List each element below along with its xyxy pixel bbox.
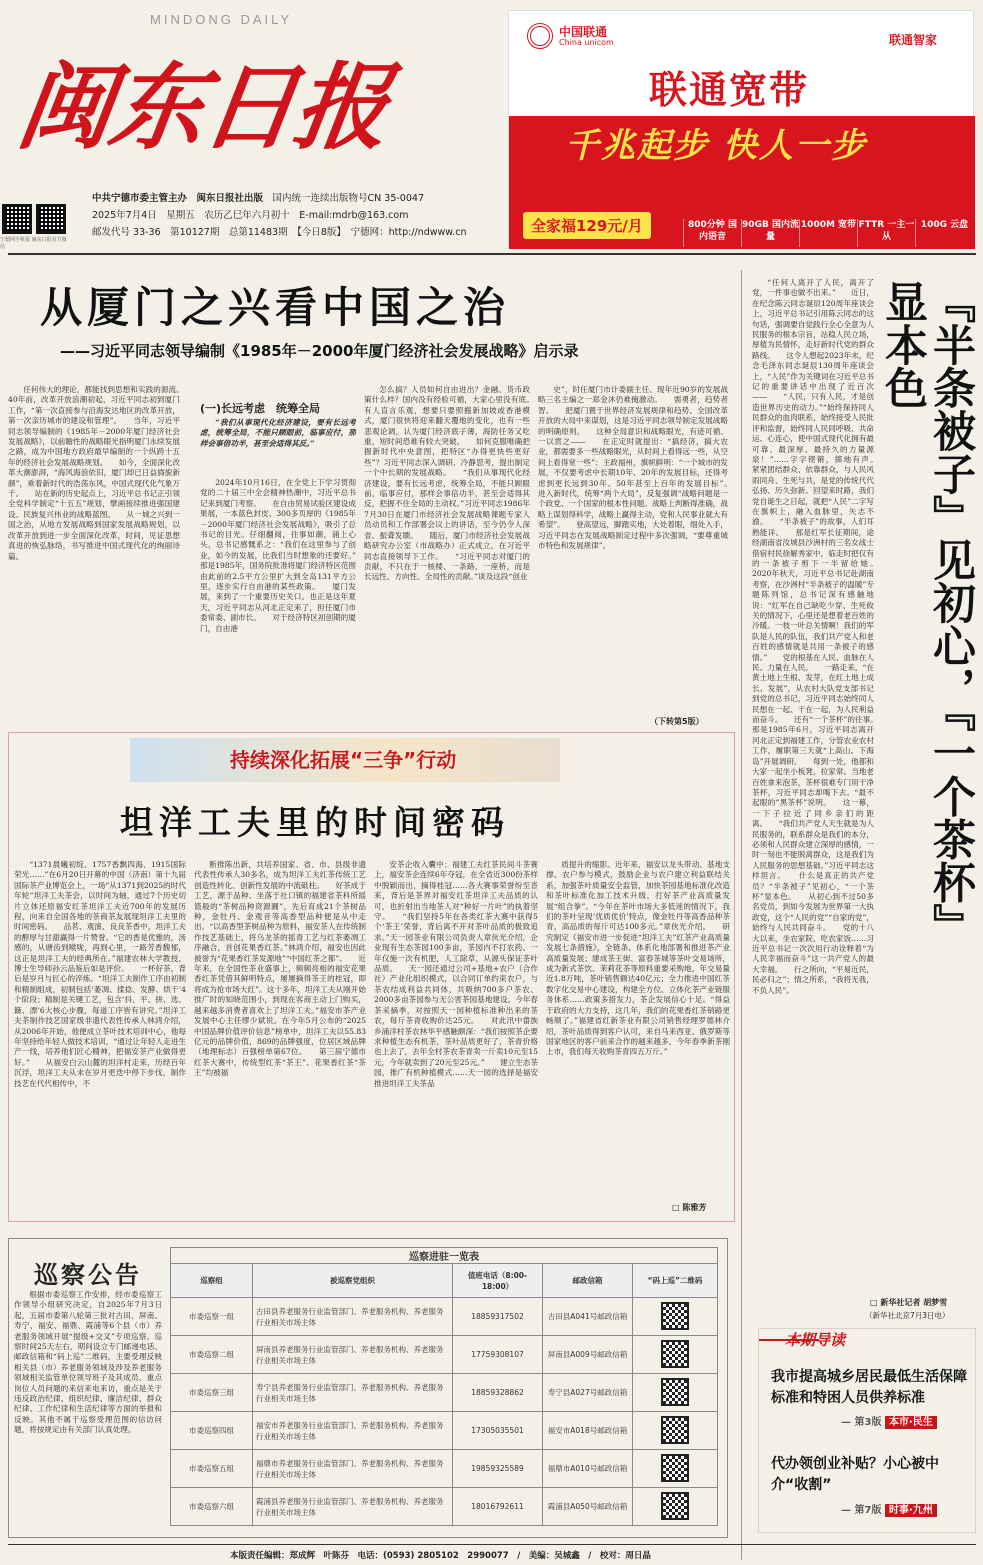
qr-code-icon[interactable]: [661, 1302, 689, 1330]
table-header: 被巡察党组织: [253, 1264, 453, 1298]
masthead-sponsor: 中共宁德市委主管主办 闽东日报社出版 国内统一连续出版物号CN 35-0047: [92, 193, 424, 204]
qr-code-icon: [36, 204, 66, 234]
guide-link-2[interactable]: 代办领创业补贴？小心被中介“收割”: [771, 1456, 939, 1493]
feature-column: 安茶企收入囊中；福建工夫红茶民间斗茶赛上，福安茶企连续6年夺冠，在全省近300份茶样中脱颖而出，摘得桂冠……各大赛事荣誉纷至沓来，背后是茶界对福安红茶坦洋工夫品质的认可，也折射出当地茶人对“种好一片叶”的执着坚守。 “我们坚持5年在各类红茶大赛中获得5个‘茶王’荣誉，背后离不开对茶叶品质的极致追求。”天一园茶业有限公司负责人章伙光介绍，企业现有生态茶园100多亩，茶园内不打农药、一年仅施一次有机肥，人工除草，从源头保证茶叶品质。 天一园还通过公司+基地+农户（合作社）产业化组织模式，以合同订单约束农户，与茶农结成利益共同体，共吸纳700多户茶农、2000多亩茶园参与无公害茶园基地建设。今年春茶采摘季，对按照天一园种植标准种出来的茶农，每斤茶青收购价达25元。 对此汛中畲族乡涌洋村茶农林华平感触颇深：“我们按照茶企要求种植生态有机茶，茶叶品质更好了，茶青价格也上去了，去年全村茶农茶青卖一斤卖10元至15元，今年就卖到了20元至25元。” 建立生态茶园，推广有机种植模式……天一园的选择是福安推进坦洋工夫茶品: [374, 860, 538, 1088]
qr-labels: 宁德网手机报 闽东日报官方微信: [0, 237, 67, 250]
ad-feature: 90GB 国内流量: [741, 219, 799, 247]
table-row: 市委巡察六组 霞浦县养老服务行业监管部门、养老服务机构、养老服务行业相关市场主体 18016792611 霞浦县A050号邮政信箱: [171, 1488, 718, 1526]
unicom-advertisement: [508, 10, 974, 248]
ad-feature: 100G 云盘: [915, 219, 973, 247]
qr-code-icon[interactable]: [661, 1492, 689, 1520]
qr-code-icon[interactable]: [661, 1340, 689, 1368]
masthead-date: 2025年7月4日 星期五 农历乙巳年六月初十 E-mail:mdrb@163.com: [92, 210, 409, 221]
ad-feature: 800分钟 国内语音: [683, 219, 741, 247]
feature-column: 断推陈出新，共培养国家、省、市、县级非遗代表性传承人30多名，成为坦洋工夫红茶传统工艺创造性转化、创新性发展的中流砥柱。 好茶成于工艺，源于品种。坐落于社口镇的福建省茶科所摇篮般的“茶树品种资源圃”，先后育成21个茶树品种，金牡丹、金观音等高香型品种便是从中走出。“以高香型茶树品种为原料，福安茶人在传统制作技艺基础上，将乌龙茶的摇青工艺与红茶萎凋工序融合，首创花果香红茶。”林鸿介绍，福安也因此被誉为“花果香红茶发源地”“中国红茶之都”。 近年来，在全国性茶业盛事上，频频亮相的福安花果香红茶凭借其鲜明特点，屡屡摘得茶王的桂冠，即将成为抢市场大红”。这十多年，坦洋工夫从刚开始推广时的知晓范围小，到现在客商主动上门购买，越来越多消费者喜欢上了坦洋工夫。”福安市茶产业发展中心主任缪少斌说。在今年5月公布的“2025中国品牌价值评价信息”榜单中，坦洋工夫以55.83亿元的品牌价值，869的品牌强度，位居区域品牌（地理标志）百强榜单第67位。 第三届宁德市红茶大赛中，传统型红茶“茶王”、花果香红茶“茶王”均被福: [194, 860, 366, 1078]
guide-box: [758, 1328, 976, 1533]
masthead-rule: [8, 253, 976, 255]
qr-code-icon[interactable]: [661, 1454, 689, 1482]
masthead-title: 闽东日报: [11, 53, 395, 163]
table-row: 市委巡察三组 寿宁县养老服务行业监管部门、养老服务机构、养老服务行业相关市场主体 18859328862 寿宁县A027号邮政信箱: [171, 1374, 718, 1412]
table-header: “码上巡”二维码: [633, 1264, 718, 1298]
footer-rule: [8, 1544, 976, 1545]
guide-page-2: — 第7版 时事·九州: [841, 1501, 937, 1516]
ad-headline: 联通宽带: [649, 68, 810, 112]
side-article-title: 『半条被子』见初心，『一个茶杯』显本色: [878, 280, 976, 925]
ad-feature: 1000M 宽带: [799, 219, 857, 247]
lead-subtitle: ——习近平同志领导编制《1985年－2000年厦门经济社会发展战略》启示录: [60, 342, 579, 360]
ad-package: 全家福129元/月: [523, 212, 651, 239]
side-article-body: “任何人离开了人民，离开了党，一件事也做不出来。” 近日，在纪念陈云同志诞辰120周年座谈会上，习近平总书记引用陈云同志的这句话，强调要自觉践行全心全意为人民服务的根本宗旨，站稳人民立场，厚植为民情怀，走好新时代党的群众路线。 这令人想起2023年末，纪念毛泽东同志诞辰130周年座谈会上，“人民”作为关键词在习近平总书记的重要讲话中出现了近百次—— “人民，只有人民，才是创造世界历史的动力。”“始终保持同人民群众的血肉联系，始终接受人民批评和监督，始终同人民同呼吸、共命运、心连心，使中国式现代化拥有最可靠、最深厚、最持久的力量源泉！”……字字铿锵，掷地有声。 紧紧团结群众、依靠群众，与人民风雨同舟、生死与共，是党的传统代代弘扬、历久弥新。回望来时路，我们党自诞生之日起，就把“人民”二字写在旗帜上，融入血脉里，矢志不渝。 “半条被子”的故事，人们耳熟能详。 那是红军长征期间，途经湖南省汝城县沙洲村的三名女战士借宿村民徐解秀家中，临走时把仅有的一条被子剪下一半留给她。 2020年秋天，习近平总书记赴湖南考察，在沙洲村“半条被子的温暖”专题陈列馆，总书记深有感触地说：“红军在自己缺吃少穿、生死攸关的情况下，心里还是想着老百姓的冷暖。一枝一叶总关情啊！我们的军队是人民的队伍，我们共产党人和老百姓的感情就是共用一条被子的感情。” 党的根基在人民、血脉在人民、力量在人民。 一路走来，“在黄土地上生根、发芽，在红土地上成长、发展”，从农村大队党支部书记到党的总书记，习近平同志始终同人民想在一起、干在一起，为人民利益而奋斗。 还有“一个茶杯”的往事。 那是1985年6月，习近平同志离开河北正定到福建工作，分管农业农村工作，履职第三天就“上高山、下海岛”开展调研。 每到一处，他都和大家一起坐小板凳，拉家常。当地老百姓拿来泡茶，茶杯很难专门用干净茶杯，习近平同志却喝下去。“最不起眼的”黑茶杯”说明。 这一幕，一下子拉近了同乡亲们的距离。 “我们共产党人天生就是为人民服务的，联系群众是我们的本分，必须和人民群众建立深厚的感情，一时一刻也不能脱离群众，这是我们为人民服务的思想基础。”习近平同志这样坦言。 什么是真正的共产党员？“半条被子”见初心，“一个茶杯”显本色。 从初心到不过50多名党员，到如今发展为世界第一大执政党，这个“人民的党”“自家的党”，始终与人民共同奋斗。 党的十八大以来，坐农家院、吃农家饭……习近平总书记一次次用行动诠释着“为人民幸福而奋斗”这一共产党人的最大幸福。 行之所向，“平易近民，民必归之”；情之所系，“我将无我，不负人民”。: [752, 278, 874, 995]
qr-code-icon[interactable]: [661, 1378, 689, 1406]
qr-code-icon: [2, 204, 32, 234]
side-source: （新华社北京7月3日电）: [865, 1311, 950, 1320]
ad-slogan: 千兆起步 快人一步: [565, 126, 867, 166]
lead-column: 怎么搞？人员如何自由进出？金融、货币政策什么样？国内没有经验可循，大家心里没有底。 有人直言乐观，想要只要照搬新加坡或香港模式，厦门很快将迎来翻天覆地的变化，也有一些悲观论调，认为厦门经济底子薄，海防任务又吃重，短时间恐难有较大突破。 如何克服唯确把握新时代中央意图，把特区“办得更快些更好些”？习近平同志深入调研、冷静思考，提出制定一个中长期的发展战略。 “我们从事现代化经济建设，要有长远考虑，统筹全局，不能只顾眼前，临事应付，那样会事倍功半，甚至会适得其反，把握不住全局的主动权。”习近平同志1986年7月30日在厦门市经济社会发展战略课题专家人员动员和工作部署会议上的讲话，至今仍令人深省、振聋发聩。 随后，厦门市经济社会发展战略研究办公室（市战略办）正式成立，在习近平同志直接领导下工作。 “习近平同志对厦门的贡献，不只在于一核楼、一条路、一座桥，而是长远性、方向性、全局性的贡献。”谈及这段“创业: [364, 385, 530, 582]
table-row: 市委巡察二组 屏南县养老服务行业监管部门、养老服务机构、养老服务行业相关市场主体 17759308107 屏南县A009号邮政信箱: [171, 1336, 718, 1374]
ad-brand: 中国联通: [559, 25, 608, 39]
table-row: 市委巡察五组 福鼎市养老服务行业监管部门、养老服务机构、养老服务行业相关市场主体 19859325589 福鼎市A010号邮政信箱: [171, 1450, 718, 1488]
table-header: 邮政信箱: [543, 1264, 633, 1298]
notice-title: 巡察公告: [34, 1261, 142, 1289]
ad-brand-en: China unicom: [559, 38, 614, 47]
table-header: 巡察组: [171, 1264, 253, 1298]
feature-column: “1371晨曦初绽、1757香飘四海、1915国际荣光……”在6月20日开幕的中国（济南）第十九届国际茶产业博览会上，一场“从1371到2025的时代年轮”坦洋工夫茶会，以时间为轴，通过7个历史切片立体还原福安红茶坦洋工夫近700年的发展历程，向来自全国各地的茶商茶友展现坦洋工夫里的时间密码。 品茗、观演、良良茶香中，坦洋工夫的醇厚与甘甜赢得一片赞誉。“它的香是优雅的，汤感的，从塘齿到喉咙，再到心里，一路芳香馥郁，这正是坦洋工夫的经典所在。”福建农林大学教授、博士生导师孙云品鉴后如是评价。 一杯好茶，背后是岁月与匠心的淬炼。“坦洋工夫制作工序由初制和精制组成，初制包括‘萎凋、揉捻、发酵、烘干’4个阶段；精制是关键工艺，包含‘抖、平、拼、选、簸、漂’6大核心步骤，每道工序皆有讲究。”坦洋工夫茶制作技艺国家级非遗代表性传承人林鸿介绍，从2006年开始，他便成立茶叶技术培训中心，他每年坚持给年轻人做技术培训，“通过让年轻人走进生产一线，培养他们匠心精神，把福安茶产业做得更好。” 从福安白云山麓的坦洋村走来，历经百年沉浮，坦洋工夫从未在岁月更迭中停下步伐，制作技艺在代代相传中，不: [14, 860, 186, 1088]
feature-byline: □ 陈雅芳: [672, 1203, 707, 1212]
guide-label: 本期导读: [785, 1331, 846, 1349]
masthead-postal: 邮发代号 33-36 第10127期 总第11483期 【今日8版】 宁德网：http://ndwww.cn: [92, 227, 467, 238]
lead-section-head: (一)长远考虑 统筹全局: [200, 402, 321, 415]
lead-column: 史”，时任厦门市计委副主任、现年近90岁的发展战略三名主编之一郑金沐仍难掩激动。 需勇者，趋势者智。 把厦门置于世界经济发展规律和趋势、全国改革开放的大局中来谋划，这是习近平同志领导制定发展战略的明确原则。 这种全局意识和战略眼光，有迹可循、一以贯之—— 在正定时就提出：“搞经济，搞大农业，都需要多一些战略眼光，从时间上看得远一些，从空间上看得宽一些”；主政福州，旗帜鲜明：“一个城市的发展，不仅要考虑中长期10年、20年的发展目标，还得考虑到更长远到30年、50年甚至上百年的发展目标”。 进入新时代，统筹“两个大局”，反复强调“战略问题是一个政党、一个国家的根本性问题。战略上判断得准确，战略上谋划得科学，战略上赢得主动，党和人民事业就大有希望”。 登高望远，脚踏实地，大处着眼，细处入手，习近平同志在发展战略制定过程中多次强调，“要尊重城市特色和发展规律”。: [538, 385, 728, 551]
qr-code-icon[interactable]: [661, 1416, 689, 1444]
table-row: 市委巡察一组 古田县养老服务行业监管部门、养老服务机构、养老服务行业相关市场主体 18859317502 古田县A041号邮政信箱: [171, 1298, 718, 1336]
table-header: 值班电话（8:00-18:00）: [453, 1264, 543, 1298]
unicom-logo-icon: [527, 23, 553, 49]
lead-quote: “我们从事现代化经济建设，要有长远考虑，统筹全局，不能只顾眼前，临事应付，那样会事倍功半，甚至会适得其反。”: [200, 418, 356, 448]
ad-brand2: 联通智家: [889, 33, 938, 47]
feature-banner: 持续深化拓展“三争”行动: [230, 748, 457, 772]
ad-feature: FTTR 一主一从: [857, 219, 915, 247]
lead-column: 任何伟大的理论，都能找到思想和实践的源流。 40年前，改革开放浪潮初起，习近平同志初到厦门工作，“第一次直接参与沿海发达地区的改革开放，第一次亲历城市的建设和管理”。 当年，习近平同志领导编制的《1985年－2000年厦门经济社会发展战略》，以前瞻性的战略眼光指明厦门永续发展之路，成为中国地方政府最早编制的一个纵跨十五年的经济社会发展战略规划。 如今，全面深化改革大潮澎湃，“海风海浪依旧，厦门却已日益旖旎新颜”，乘着新时代的浩荡东风，中国式现代化气象万千。 站在新的历史起点上，习近平总书记正引领全党科学制定“十五五”规划，擘画接续推进强国建设、民族复兴伟业的战略蓝图。 从一城之兴到一国之治，从地方发展战略到国家发展战略规划，以改革开放到进一步全面深化改革，时间，见证思想真进的恢弘脉络，书写推进中国式现代化的绚丽诗篇。: [8, 385, 180, 561]
column-divider: [741, 270, 742, 1560]
guide-link-1[interactable]: 我市提高城乡居民最低生活保障标准和特困人员供养标准: [771, 1369, 967, 1406]
lead-column: 2024年10月16日，在全党上下学习贯彻党的二十届三中全会精神热潮中，习近平总书记来到厦门考察。 在自由贸易试验区建设成果展，一本蓝色封皮、300多页厚的《1985年－2000年厦门经济社会发展战略》，吸引了总书记的目光。仔细翻阅，往事如潮，涌上心头，总书记感慨系之：“我们在这里参与了创业，如今的发展，比我们当时想象的还要好。” 那是1985年，国务院批准将厦门经济特区范围由此前的2.5平方公里扩大到全岛131平方公里，逐步实行自由港的某些政策。 厦门发展，来到了一个重要历史关口。也正是这年夏天，习近平同志从河北正定来了，担任厦门市委常委、副市长。 对于经济特区初创期的厦门，自由港: [200, 478, 356, 633]
table-row: 市委巡察四组 福安市养老服务行业监管部门、养老服务机构、养老服务行业相关市场主体 17305035501 福安市A018号邮政信箱: [171, 1412, 718, 1450]
lead-title: 从厦门之兴看中国之治: [40, 283, 511, 332]
lead-continued: （下转第5版）: [650, 717, 704, 726]
feature-column: 质提升的缩影。近年来，福安以龙头带动、基地支撑、农户参与模式，鼓励企业与农户建立利益联结关系，加强茶叶质量安全监管，加快茶园基地标准化改造和茶叶标准化加工技术升级，打好茶产业高质量发展“组合拳”。“今年在茶叶市场大多低迷的情况下，我们的茶叶呈现‘优质优价’特点，像金牡丹等高香品种茶青，高品质的每斤可达100多元。”章伙光介绍。 研究制定《福安市进一步促进“坦洋工夫”红茶产业高质量发展七条措施》，全链条、体系化地部署和推进茶产业高质量发展；建成茶王街、富春茶城等茶叶交易场所，成为新式茶饮、茉莉花茶等原料重要采购地，年交易量近1.8万吨，茶叶销售额达40亿元；全力推进中国红茶数字化交易中心建设，构建全方位、立体化茶产业链服务体系……政策多措发力，茶企发展信心十足。“得益于政府的大力支持，这几年，我们的花果香红茶销路更畅顺了。”福建省红新茶业有限公司销售经理罗德林介绍，茶叶品质得到客户认可，来自马来西亚、俄罗斯等国家地区的客户前来合作的越来越多，今年春季新茶刚上市，我们每天收购茶青四五万斤。”: [546, 860, 730, 1057]
notice-body: 根据市委巡察工作安排，经市委巡察工作领导小组研究决定，自2025年7月3日起，五届市委第八轮第三批对古田、屏南、寿宁、福安、福鼎、霞浦等6个县（市）养老服务领域开展“提级+交叉”专项巡察。巡察时间25天左右，期间设立专门邮递电话、邮政信箱和“码上巡”二维码。主要受理反映相关县（市）养老服务领域及涉及养老服务领域相关监管单位领导班子及其成员、重点岗位人员问题的来信来电来访，重点是关于违反政治纪律、组织纪律、廉洁纪律、群众纪律、工作纪律和生活纪律等方面的举报和反映。其他不属于巡察受理范围的信访问题，将按规定由有关部门认真处理。: [14, 1290, 162, 1435]
footer-credits: 本版责任编辑：郑成辉 叶陈芬 电话：(0593) 2805102 2990077 / 美编：吴城鑫 / 校对：周日晶: [230, 1551, 651, 1561]
inspection-table: [170, 1247, 718, 1526]
guide-page-1: — 第3版 本市·民生: [841, 1413, 937, 1428]
side-byline: □ 新华社记者 胡梦雪: [870, 1298, 948, 1307]
masthead-english-name: MINDONG DAILY: [150, 12, 293, 27]
feature-title: 坦洋工夫里的时间密码: [120, 803, 510, 842]
table-caption: 巡察进驻一览表: [171, 1248, 718, 1264]
